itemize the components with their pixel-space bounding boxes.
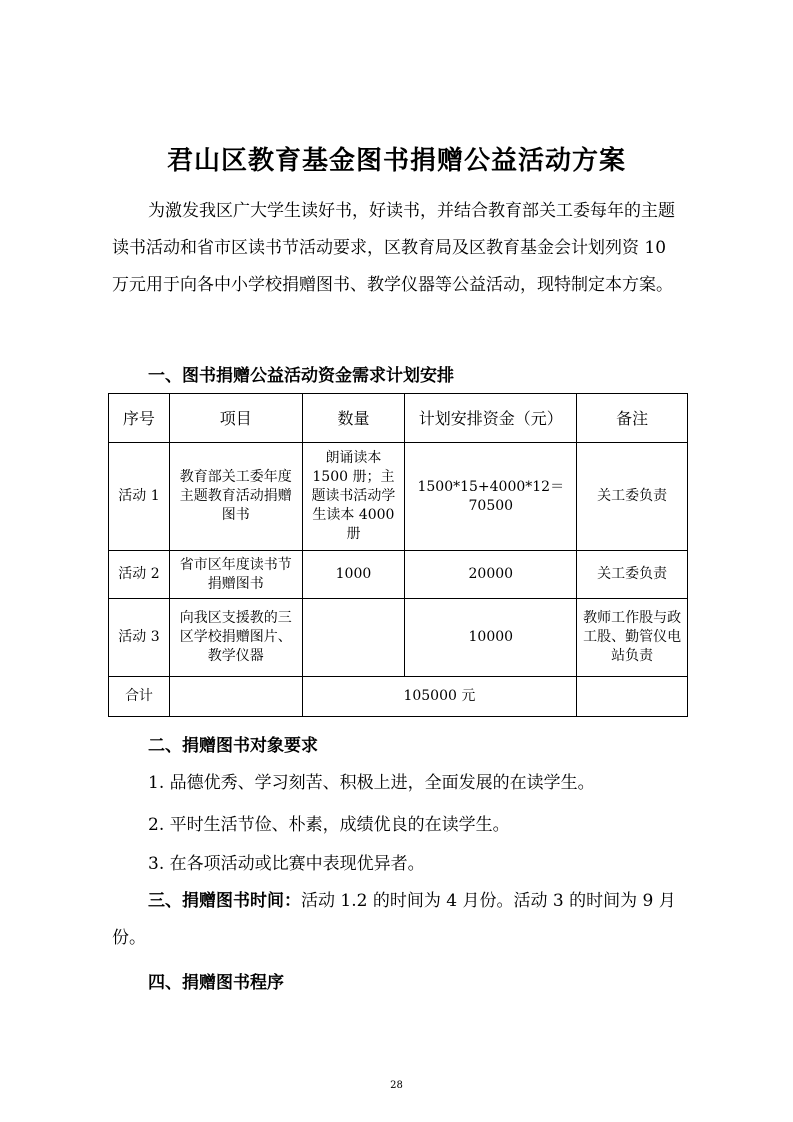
table-header-row bbox=[109, 394, 688, 443]
header-cell: 备注 bbox=[577, 394, 688, 443]
page-number: 28 bbox=[390, 1080, 403, 1091]
header-cell: 序号 bbox=[109, 394, 170, 443]
total-value: 105000 元 bbox=[302, 677, 577, 717]
cell-qty: 朗诵读本 1500 册；主题读书活动学生读本 4000 册 bbox=[302, 443, 405, 551]
table-row bbox=[109, 443, 688, 551]
cell-item: 向我区支援教的三区学校捐赠图片、教学仪器 bbox=[169, 599, 302, 677]
table-row bbox=[109, 599, 688, 677]
cell-note: 教师工作股与政工股、勤管仪电站负责 bbox=[577, 599, 688, 677]
list-item: 3. 在各项活动或比赛中表现优异者。 bbox=[148, 854, 425, 874]
cell-qty: 1000 bbox=[302, 551, 405, 599]
intro-text: 为激发我区广大学生读好书，好读书，并结合教育部关工委每年的主题读书活动和省市区读书节活动要求，区教育局及区教育基金会计划列资 10 万元用于向各中小学校捐赠图书、教学仪器等公益活动，现特制定本方案。 bbox=[112, 201, 675, 295]
page-title: 君山区教育基金图书捐赠公益活动方案 bbox=[166, 146, 626, 176]
table-total-row bbox=[109, 677, 688, 717]
total-empty bbox=[577, 677, 688, 717]
cell-item: 省市区年度读书节捐赠图书 bbox=[169, 551, 302, 599]
section-3-paragraph bbox=[112, 883, 688, 957]
intro-paragraph bbox=[112, 193, 688, 304]
section-heading-2: 二、捐赠图书对象要求 bbox=[148, 736, 318, 756]
section-heading-4: 四、捐赠图书程序 bbox=[148, 973, 284, 993]
funding-table bbox=[108, 393, 688, 717]
total-label: 合计 bbox=[109, 677, 170, 717]
section-heading-1: 一、图书捐赠公益活动资金需求计划安排 bbox=[148, 366, 454, 386]
cell-item: 教育部关工委年度主题教育活动捐赠图书 bbox=[169, 443, 302, 551]
header-cell: 数量 bbox=[302, 394, 405, 443]
list-item: 1. 品德优秀、学习刻苦、积极上进，全面发展的在读学生。 bbox=[148, 773, 595, 793]
cell-note: 关工委负责 bbox=[577, 551, 688, 599]
list-item: 2. 平时生活节俭、朴素，成绩优良的在读学生。 bbox=[148, 815, 510, 835]
cell-fund: 20000 bbox=[405, 551, 577, 599]
section-heading-3: 三、捐赠图书时间： bbox=[148, 891, 301, 911]
cell-no: 活动 1 bbox=[109, 443, 170, 551]
table-row bbox=[109, 551, 688, 599]
cell-qty bbox=[302, 599, 405, 677]
section-3-text: 活动 1.2 的时间为 4 月份。活动 3 的时间为 9 月份。 bbox=[112, 891, 676, 948]
cell-no: 活动 3 bbox=[109, 599, 170, 677]
total-empty bbox=[169, 677, 302, 717]
cell-no: 活动 2 bbox=[109, 551, 170, 599]
cell-fund: 1500*15+4000*12＝70500 bbox=[405, 443, 577, 551]
header-cell: 项目 bbox=[169, 394, 302, 443]
cell-fund: 10000 bbox=[405, 599, 577, 677]
cell-note: 关工委负责 bbox=[577, 443, 688, 551]
header-cell: 计划安排资金（元） bbox=[405, 394, 577, 443]
